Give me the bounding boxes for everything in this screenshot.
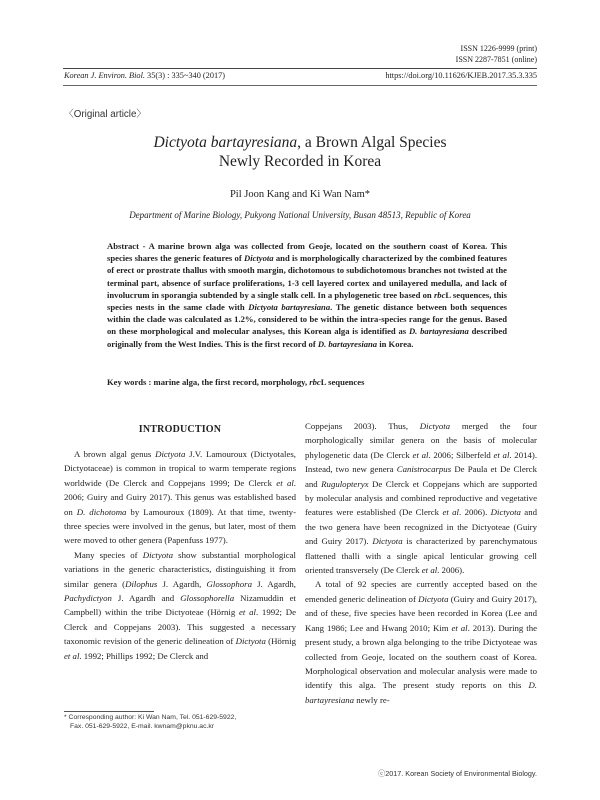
header-rule-bottom xyxy=(63,85,537,86)
section-heading-introduction: INTRODUCTION xyxy=(138,424,222,435)
copyright: ⓒ2017. Korean Society of Environmental Biology. xyxy=(378,769,537,778)
abstract-italic: D. bartayresiana xyxy=(408,326,469,337)
authors: Pil Joon Kang and Ki Wan Nam* xyxy=(229,189,371,200)
abstract-italic: Dictyota bartayresiana xyxy=(248,302,331,313)
title-species: Dictyota bartayresiana xyxy=(153,134,298,151)
issn-print: ISSN 1226-9999 (print) xyxy=(460,44,537,53)
doi-link[interactable]: https://doi.org/10.11626/KJEB.2017.35.3.335 xyxy=(385,71,537,80)
abstract-italic: rbc xyxy=(433,289,446,300)
footnote-line2: Fax. 051-629-5922, E-mail. kwnam@pknu.ac.kr xyxy=(70,723,215,730)
right-column xyxy=(305,419,537,707)
journal-name: Korean J. Environ. Biol. xyxy=(64,71,145,80)
affiliation: Department of Marine Biology, Pukyong National University, Busan 48513, Republic of Korea xyxy=(129,210,471,220)
keywords-text: Key words : marine alga, the first record, morphology, xyxy=(107,377,310,387)
article-type: 〈Original article〉 xyxy=(64,109,147,120)
paragraph: A total of 92 species are currently accepted based on the emended generic delineation of Dictyota (Guiry and Guiry 2017), and of these, five species have been recorded in Korea (Lee and Kang 1986; Lee and Hwang 2010; Kim et al. 2013). During the present study, a brown alga belonging to the tribe Dictyoteae was collected from Geoje, located on the southern coast of Korea. Morphological observation and molecular analysis were made to identify this alga. The present study reports on this D. bartayresiana newly re- xyxy=(305,579,537,705)
abstract-italic: D. bartayresiana xyxy=(317,338,378,349)
issn-online: ISSN 2287-7851 (online) xyxy=(455,55,537,64)
journal-volume: 35(3) : 335~340 (2017) xyxy=(144,71,226,80)
paragraph: Many species of Dictyota show substantial morphological variations in the generic characteristics, distinguishing it from similar genera (Dilophus J. Agardh, Glossophora J. Agardh, Pachydictyon J. Agardh and Glossophorella Nizamuddin et Campbell) within the tribe Dictyoteae (Hörnig et al. 1992; De Clerck and Coppejans 2003). This suggested a necessary taxonomic revision of the generic delineation of Dictyota (Hörnig et al. 1992; Phillips 1992; De Clerck and xyxy=(64,549,296,661)
abstract xyxy=(107,240,507,350)
keywords-italic: rbc xyxy=(309,377,321,387)
keywords-text: L sequences xyxy=(320,377,365,387)
abstract-text: described originally from the West Indies. This is the first record of xyxy=(107,326,507,349)
issn-block xyxy=(456,43,537,65)
keywords xyxy=(107,377,507,387)
abstract-text: . The genetic distance between both sequences within the clade was calculated as 1.2%, considered to be within the intra-species range for the genus. Based on these morphological and molecular analyses, this Korean alga is identified as xyxy=(107,302,507,337)
footnote-rule xyxy=(64,711,154,712)
footnote-line1: * Corresponding author: Ki Wan Nam, Tel. 051-629-5922, xyxy=(64,714,237,721)
abstract-text: Abstract - A marine brown alga was collected from Geoje, located on the southern coast of Korea. This species shares the generic features of xyxy=(107,241,507,264)
journal-citation xyxy=(64,71,225,80)
abstract-text: in Korea. xyxy=(377,338,414,349)
article-title xyxy=(63,133,537,171)
abstract-text: L sequences, this species nests in the same clade with xyxy=(107,289,507,313)
header-rule xyxy=(63,68,537,69)
footnote xyxy=(64,713,236,731)
abstract-text: and is morphologically characterized by the combined features of erect or prostrate thallus with smooth margin, dichotomous to subdichotomous branches not twisted at the terminal part, absence of surface proliferations, 1-3 cell layered cortex and unilayered medulla, and lack of involucrum in sporangia subtended by a single stalk cell. In a phylogenetic tree based on xyxy=(107,253,507,300)
paragraph: A brown algal genus Dictyota J.V. Lamouroux (Dictyotales, Dictyotaceae) is common in tropical to warm temperate regions worldwide (De Clerck and Coppejans 1999; De Clerck et al. 2006; Guiry and Guiry 2017). This genus was established based on D. dichotoma by Lamouroux (1809). At that time, twenty-three species were involved in the genus, but later, most of them were moved to other genera (Papenfuss 1977). xyxy=(64,449,297,546)
left-column xyxy=(64,447,296,663)
paragraph: Coppejans 2003). Thus, Dictyota merged the four morphologically similar genera on the basis of molecular phylogenetic data (De Clerck et al. 2006; Silberfeld et al. 2014). Instead, two new genera Canistrocarpus De Paula et De Clerck and Rugulopteryx De Clerck et Coppejans which are supported by molecular analysis and combined reproductive and vegetative features were established (De Clerck et al. 2006). Dictyota and the two genera have been recognized in the Dictyoteae (Guiry and Guiry 2017). Dictyota is characterized by parenchymatous flattened thalli with a single apical lenticular growing cell oriented transversely (De Clerck et al. 2006). xyxy=(305,421,538,576)
title-line2: Newly Recorded in Korea xyxy=(218,153,382,170)
abstract-italic: Dictyota xyxy=(244,253,274,264)
title-line1-rest: , a Brown Algal Species xyxy=(297,134,447,151)
